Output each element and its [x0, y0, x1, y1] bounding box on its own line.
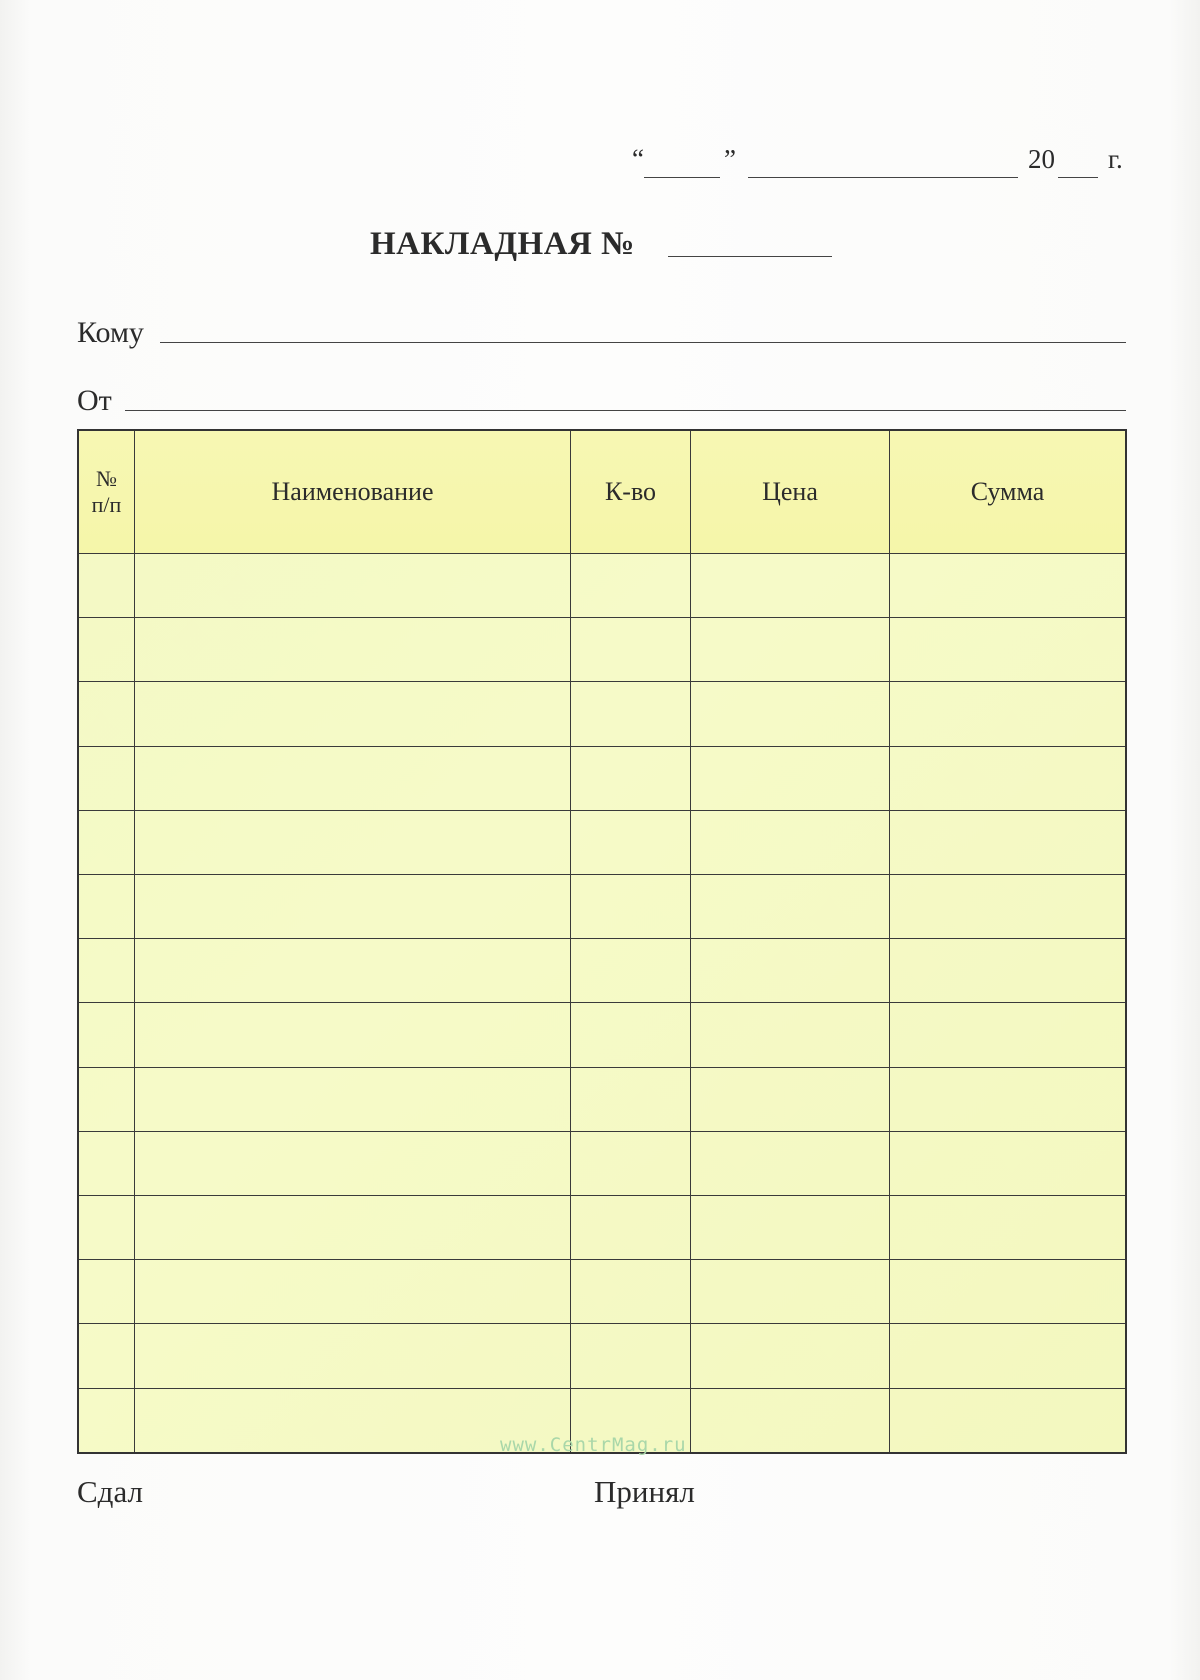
cell-name[interactable] — [135, 1067, 571, 1131]
table-row — [78, 1131, 1126, 1195]
from-blank-line[interactable] — [125, 410, 1126, 411]
document-title: НАКЛАДНАЯ № — [370, 226, 635, 262]
cell-sum[interactable] — [890, 1131, 1127, 1195]
cell-qty[interactable] — [571, 810, 691, 874]
cell-qty[interactable] — [571, 1003, 691, 1067]
table-row — [78, 682, 1126, 746]
cell-sum[interactable] — [890, 1003, 1127, 1067]
table-row — [78, 554, 1126, 618]
cell-num[interactable] — [78, 810, 135, 874]
header-num-abbrev: п/п — [91, 492, 122, 517]
cell-num[interactable] — [78, 1131, 135, 1195]
date-open-quote: “ — [632, 144, 644, 174]
day-blank-line[interactable] — [644, 177, 720, 178]
cell-name[interactable] — [135, 554, 571, 618]
cell-price[interactable] — [691, 810, 890, 874]
header-name: Наименование — [135, 430, 571, 554]
cell-price[interactable] — [691, 1388, 890, 1453]
cell-sum[interactable] — [890, 1067, 1127, 1131]
cell-name[interactable] — [135, 1260, 571, 1324]
items-table-wrapper — [77, 429, 1127, 1454]
date-line — [620, 144, 1130, 184]
cell-sum[interactable] — [890, 618, 1127, 682]
signature-took-label: Принял — [594, 1474, 695, 1509]
cell-num[interactable] — [78, 618, 135, 682]
cell-price[interactable] — [691, 1324, 890, 1388]
cell-num[interactable] — [78, 1067, 135, 1131]
cell-price[interactable] — [691, 875, 890, 939]
cell-qty[interactable] — [571, 1131, 691, 1195]
cell-qty[interactable] — [571, 554, 691, 618]
cell-price[interactable] — [691, 1003, 890, 1067]
year-suffix: г. — [1108, 144, 1123, 174]
cell-price[interactable] — [691, 1196, 890, 1260]
cell-name[interactable] — [135, 875, 571, 939]
cell-price[interactable] — [691, 939, 890, 1003]
cell-price[interactable] — [691, 1067, 890, 1131]
cell-num[interactable] — [78, 1196, 135, 1260]
table-body — [78, 554, 1126, 1454]
header-num-symbol: № — [96, 465, 117, 491]
cell-sum[interactable] — [890, 1388, 1127, 1453]
table-row — [78, 1003, 1126, 1067]
to-blank-line[interactable] — [160, 342, 1126, 343]
cell-sum[interactable] — [890, 1324, 1127, 1388]
cell-qty[interactable] — [571, 746, 691, 810]
cell-price[interactable] — [691, 618, 890, 682]
cell-name[interactable] — [135, 1003, 571, 1067]
cell-num[interactable] — [78, 1260, 135, 1324]
from-label: От — [77, 384, 112, 417]
cell-sum[interactable] — [890, 810, 1127, 874]
header-price: Цена — [691, 430, 890, 554]
cell-sum[interactable] — [890, 682, 1127, 746]
table-row — [78, 875, 1126, 939]
cell-num[interactable] — [78, 682, 135, 746]
cell-name[interactable] — [135, 1324, 571, 1388]
cell-sum[interactable] — [890, 1260, 1127, 1324]
invoice-number-blank-line[interactable] — [668, 256, 832, 257]
table-row — [78, 1067, 1126, 1131]
cell-num[interactable] — [78, 1003, 135, 1067]
table-row — [78, 1324, 1126, 1388]
cell-sum[interactable] — [890, 875, 1127, 939]
cell-price[interactable] — [691, 554, 890, 618]
cell-num[interactable] — [78, 939, 135, 1003]
cell-name[interactable] — [135, 1196, 571, 1260]
cell-name[interactable] — [135, 939, 571, 1003]
cell-qty[interactable] — [571, 682, 691, 746]
cell-qty[interactable] — [571, 1324, 691, 1388]
header-sum: Сумма — [890, 430, 1127, 554]
cell-qty[interactable] — [571, 1067, 691, 1131]
cell-qty[interactable] — [571, 875, 691, 939]
cell-name[interactable] — [135, 618, 571, 682]
month-blank-line[interactable] — [748, 177, 1018, 178]
cell-num[interactable] — [78, 554, 135, 618]
to-label: Кому — [77, 316, 144, 349]
table-header-row — [78, 430, 1126, 554]
cell-num[interactable] — [78, 875, 135, 939]
table-row — [78, 810, 1126, 874]
watermark: www.CentrMag.ru — [500, 1434, 687, 1456]
cell-name[interactable] — [135, 1131, 571, 1195]
cell-qty[interactable] — [571, 1196, 691, 1260]
cell-num[interactable] — [78, 746, 135, 810]
cell-name[interactable] — [135, 810, 571, 874]
table-row — [78, 1260, 1126, 1324]
cell-price[interactable] — [691, 682, 890, 746]
cell-num[interactable] — [78, 1324, 135, 1388]
cell-sum[interactable] — [890, 1196, 1127, 1260]
cell-sum[interactable] — [890, 939, 1127, 1003]
table-row — [78, 1196, 1126, 1260]
signature-gave-label: Сдал — [77, 1474, 143, 1509]
table-row — [78, 746, 1126, 810]
header-row-number — [78, 430, 135, 554]
items-table — [77, 429, 1127, 1454]
table-row — [78, 618, 1126, 682]
cell-qty[interactable] — [571, 939, 691, 1003]
cell-sum[interactable] — [890, 746, 1127, 810]
cell-qty[interactable] — [571, 618, 691, 682]
cell-name[interactable] — [135, 682, 571, 746]
cell-num[interactable] — [78, 1388, 135, 1453]
cell-qty[interactable] — [571, 1260, 691, 1324]
cell-name[interactable] — [135, 746, 571, 810]
header-quantity: К-во — [571, 430, 691, 554]
year-blank-line[interactable] — [1058, 177, 1098, 178]
date-close-quote: ” — [724, 144, 736, 174]
cell-price[interactable] — [691, 1260, 890, 1324]
cell-price[interactable] — [691, 1131, 890, 1195]
year-prefix: 20 — [1028, 144, 1055, 174]
cell-sum[interactable] — [890, 554, 1127, 618]
cell-price[interactable] — [691, 746, 890, 810]
table-row — [78, 939, 1126, 1003]
